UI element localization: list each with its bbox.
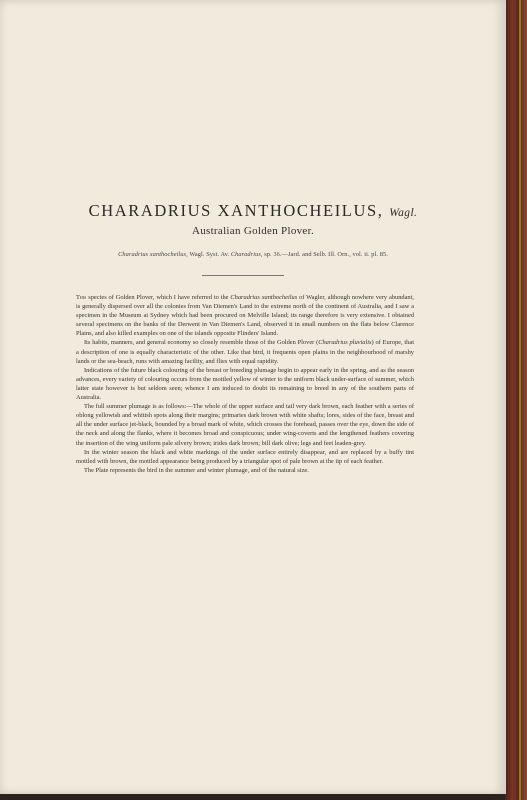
p2-italic: Charadrius pluvialis: [318, 339, 372, 347]
body-text: [76, 293, 414, 475]
paragraph-1: [76, 293, 414, 338]
p1-italic: Charadrius xanthocheilus: [230, 294, 298, 301]
common-name: Australian Golden Plover.: [191, 225, 315, 237]
divider-rule: [202, 275, 284, 276]
p2-text-b: ) of Europe, that a description of one is equally characteristic of the other. Like that bird, it frequents open plains in the neighbourhood of marshy lands or the sea-beach, runs with amazing facility, and flies with equal rapidity.: [76, 339, 414, 365]
gilt-edge: [519, 0, 521, 800]
p1-text-b: of Wagler, although nowhere very abundant, is generally dispersed over all the colonies from Van Diemen's Land to the extreme north of the continent of Australia, and I saw a specimen in the Museum at Sydney which had been procured on Melville Island; its range therefore is very extensive. I obtained several specimens on the banks of the Derwent in Van Diemen's Land, observed it in small numbers on the flats below Clarence Plains, and also killed examples on one of the islands opposite Flinders' Island.: [76, 294, 415, 338]
synonymy-ref1: Wagl. Syst. Av.: [187, 251, 231, 258]
paragraph-2: [76, 338, 414, 365]
p1-text-a: species of Golden Plover, which I have referred to the: [86, 294, 231, 301]
species-authority: Wagl.: [389, 207, 418, 219]
synonymy-name: Charadrius xanthocheilus,: [118, 251, 188, 258]
synonymy-line: [0, 251, 506, 258]
paragraph-5: In the winter season the black and white markings of the under surface entirely disappear, and are replaced by a buffy tint mottled with brown, the mottled appearance being produced by a triangular spot of pale brown at the tip of each feather.: [76, 448, 414, 465]
p2-text-a: Its habits, manners, and general economy so closely resemble those of the Golden Plover (: [84, 339, 319, 347]
species-title: [0, 201, 506, 221]
paragraph-4: The full summer plumage is as follows:—The whole of the upper surface and tail very dark brown, each feather with a series of oblong yellowish and whitish spots along their margins; primaries dark brown with white shafts; lores, sides of the face, breast and all the under surface jet-black, bounded by a broad mark of white, which crosses the forehead, passes over the eye, down the side of the neck and along the flanks, where it becomes broad and conspicuous; under wing-coverts and the lengthened feathers covering the insertion of the wing uniform pale silvery brown; irides dark brown; bill dark olive; legs and feet leaden-grey.: [76, 403, 414, 447]
synonymy-ref2: sp. 36.—Jard. and Selb. Ill. Orn., vol. ii. pl. 85.: [262, 251, 388, 258]
synonymy-genus: Charadrius,: [230, 251, 263, 258]
paragraph-6: The Plate represents the bird in the summer and winter plumage, and of the natural size.: [84, 466, 309, 474]
dropcap-word: This: [76, 294, 87, 301]
species-name: CHARADRIUS XANTHOCHEILUS,: [88, 201, 384, 220]
paragraph-3: Indications of the future black colouring of the breast or breeding plumage begin to appear early in the spring, and as the season advances, every variety of colouring occurs from the mottled yellow of winter to the uniform black under-surface of summer, which latter state however is but seldom seen; whence I am induced to doubt its remaining to breed in any of the southern parts of Australia.: [76, 366, 414, 402]
book-edge: [505, 0, 527, 800]
